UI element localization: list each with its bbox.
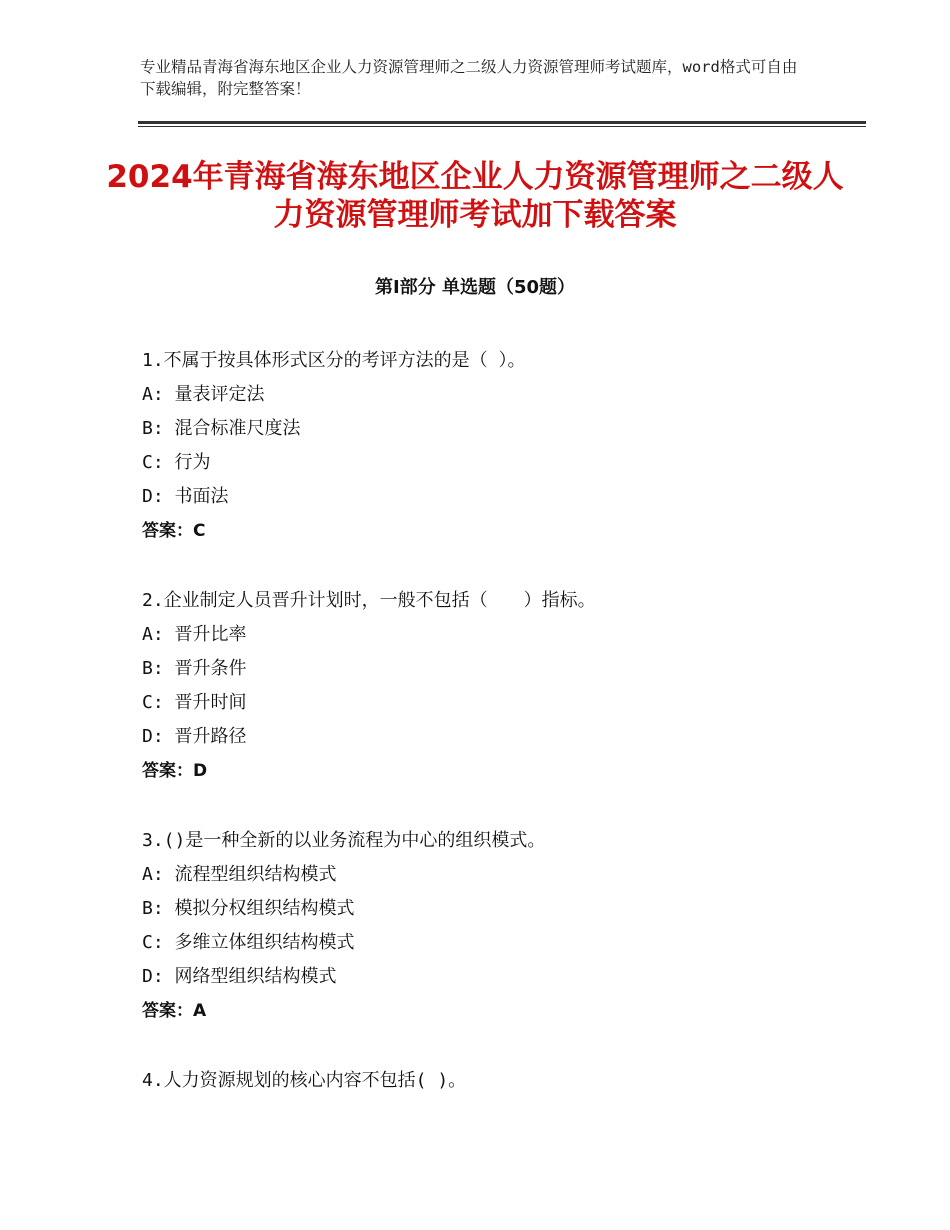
option-b: B: 混合标准尺度法 [142,418,301,439]
header-divider-thick [138,121,866,124]
option-b: B: 模拟分权组织结构模式 [142,898,355,919]
option-a: A: 量表评定法 [142,384,265,405]
option-b: B: 晋升条件 [142,658,247,679]
answer: 答案：C [142,521,206,541]
section-heading: 第Ⅰ部分 单选题（50题） [374,277,575,298]
header-divider-thin [138,126,866,127]
option-a: A: 流程型组织结构模式 [142,864,337,885]
header-note: 专业精品青海省海东地区企业人力资源管理师之二级人力资源管理师考试题库，word格式可自由下载编辑，附完整答案！ [140,58,798,98]
option-a: A: 晋升比率 [142,624,247,645]
question-4 [142,1064,842,1098]
option-d: D: 晋升路径 [142,726,247,747]
option-c: C: 晋升时间 [142,692,247,713]
question-1 [142,344,842,548]
answer: 答案：A [142,1001,207,1021]
question-stem: 2.企业制定人员晋升计划时，一般不包括（ ）指标。 [142,590,596,611]
answer: 答案：D [142,761,208,781]
option-d: D: 网络型组织结构模式 [142,966,337,987]
question-2 [142,584,842,788]
question-stem: 1.不属于按具体形式区分的考评方法的是（ ）。 [142,350,526,371]
option-d: D: 书面法 [142,486,229,507]
question-stem: 3.()是一种全新的以业务流程为中心的组织模式。 [142,830,546,851]
option-c: C: 多维立体组织结构模式 [142,932,355,953]
question-stem: 4.人力资源规划的核心内容不包括( )。 [142,1070,467,1091]
question-list [142,344,842,1134]
question-3 [142,824,842,1028]
option-c: C: 行为 [142,452,211,473]
document-title: 2024年青海省海东地区企业人力资源管理师之二级人力资源管理师考试加下载答案 [106,159,844,233]
